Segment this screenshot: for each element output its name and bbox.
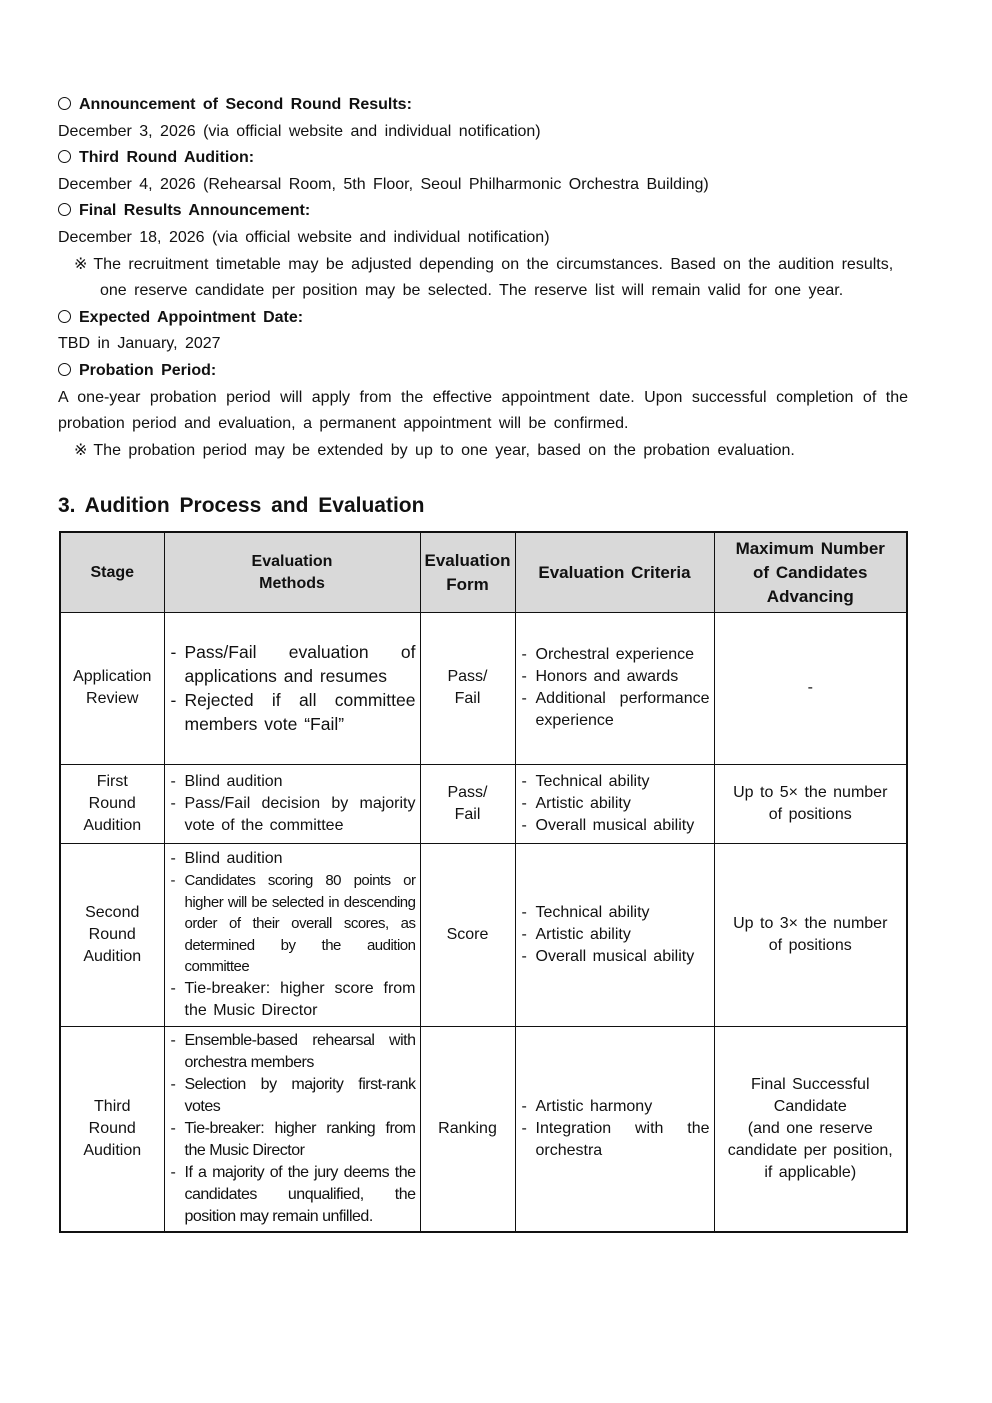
table-header-row <box>60 532 907 612</box>
criteria-cell <box>515 843 714 1026</box>
max-text: if applicable) <box>764 1163 857 1181</box>
header-text: Maximum Number <box>735 538 885 558</box>
timetable-note <box>58 252 908 305</box>
reference-mark: ※ <box>74 441 88 459</box>
header-text: Methods <box>259 574 325 592</box>
header-form <box>420 532 515 612</box>
list-item: - Technical ability <box>520 902 710 924</box>
table-row <box>60 612 907 764</box>
list-item: - Integration with the orchestra <box>520 1118 710 1162</box>
form-text: Pass/ <box>447 668 488 686</box>
header-text: Evaluation <box>251 552 333 570</box>
list-item: - Rejected if all committee members vote “Fail” <box>169 688 416 736</box>
document-page <box>58 92 908 1233</box>
list-item: - Orchestral experience <box>520 644 710 666</box>
header-max-candidates <box>714 532 907 612</box>
criteria-list <box>520 902 710 968</box>
stage-text: Round <box>88 925 136 943</box>
max-candidates-cell <box>714 1026 907 1232</box>
form-cell <box>420 764 515 843</box>
stage-text: Application <box>73 668 152 686</box>
max-text: of positions <box>768 936 852 954</box>
section-text: December 4, 2026 (Rehearsal Room, 5th Floor, Seoul Philharmonic Orchestra Building) <box>58 175 709 193</box>
section-title: 3. Audition Process and Evaluation <box>58 494 425 518</box>
list-item: - Artistic ability <box>520 924 710 946</box>
header-text: Evaluation Criteria <box>538 562 691 582</box>
probation-paragraph: A one-year probation period will apply from the effective appointment date. Upon successful completion of the probation period and evaluation, a permanent appointment will be confirmed. <box>58 388 908 433</box>
list-item: - If a majority of the jury deems the candidates unqualified, the position may remain unfilled. <box>169 1162 416 1228</box>
header-criteria <box>515 532 714 612</box>
criteria-list <box>520 644 710 732</box>
stage-text: Round <box>88 1119 136 1137</box>
max-candidates-cell <box>714 764 907 843</box>
methods-list <box>169 640 416 736</box>
stage-text: Audition <box>83 816 142 834</box>
list-item: - Pass/Fail evaluation of applications and resumes <box>169 640 416 688</box>
section-text: December 18, 2026 (via official website and individual notification) <box>58 228 550 246</box>
reference-mark: ※ <box>74 255 88 273</box>
stage-cell <box>60 843 164 1026</box>
heading-text: Third Round Audition: <box>79 149 255 167</box>
form-text: Pass/ <box>447 783 488 801</box>
section-heading <box>58 92 908 119</box>
form-cell <box>420 1026 515 1232</box>
circle-bullet-icon <box>58 310 71 323</box>
stage-cell <box>60 764 164 843</box>
max-text: Final Successful <box>751 1075 870 1093</box>
heading-text: Announcement of Second Round Results: <box>79 96 412 113</box>
stage-cell <box>60 1026 164 1232</box>
criteria-list <box>520 771 710 837</box>
section-heading <box>58 305 908 332</box>
stage-text: First <box>96 772 128 790</box>
section-heading <box>58 145 908 172</box>
heading-text: Expected Appointment Date: <box>79 308 304 326</box>
form-text: Score <box>446 925 489 943</box>
header-text: Evaluation <box>424 550 511 570</box>
list-item: - Blind audition <box>169 771 416 793</box>
max-text: Up to 3× the number <box>733 914 888 932</box>
criteria-cell <box>515 764 714 843</box>
heading-text: Probation Period: <box>79 361 217 379</box>
list-item: - Candidates scoring 80 points or higher will be selected in descending order of their overall scores, as determined by the audition committee <box>169 870 416 978</box>
stage-text: Second <box>85 903 140 921</box>
table-row <box>60 1026 907 1232</box>
header-text: of Candidates <box>753 562 868 582</box>
circle-bullet-icon <box>58 150 71 163</box>
list-item: - Ensemble-based rehearsal with orchestra members <box>169 1030 416 1074</box>
list-item: - Blind audition <box>169 848 416 870</box>
max-text: - <box>807 679 813 697</box>
header-text: Form <box>446 574 489 594</box>
criteria-cell <box>515 612 714 764</box>
note-text-continued: one reserve candidate per position may be selected. The reserve list will remain valid for one year. <box>100 282 844 300</box>
list-item: - Artistic ability <box>520 793 710 815</box>
section-heading <box>58 198 908 225</box>
methods-list <box>169 848 416 1022</box>
evaluation-table <box>59 531 908 1233</box>
list-item: - Artistic harmony <box>520 1096 710 1118</box>
list-item: - Overall musical ability <box>520 815 710 837</box>
list-item: - Technical ability <box>520 771 710 793</box>
table-row <box>60 843 907 1026</box>
header-stage <box>60 532 164 612</box>
max-text: Candidate <box>773 1097 847 1115</box>
list-item: - Selection by majority first-rank votes <box>169 1074 416 1118</box>
stage-text: Third <box>94 1097 131 1115</box>
methods-cell <box>164 764 420 843</box>
heading-text: Final Results Announcement: <box>79 202 311 220</box>
circle-bullet-icon <box>58 97 71 110</box>
methods-list <box>169 771 416 837</box>
section-heading <box>58 358 908 385</box>
form-cell <box>420 843 515 1026</box>
list-item: - Tie-breaker: higher score from the Music Director <box>169 978 416 1022</box>
stage-text: Round <box>88 794 136 812</box>
note-text: The probation period may be extended by up to one year, based on the probation evaluation. <box>93 441 795 459</box>
section-text: TBD in January, 2027 <box>58 335 221 353</box>
criteria-cell <box>515 1026 714 1232</box>
list-item: - Tie-breaker: higher ranking from the Music Director <box>169 1118 416 1162</box>
methods-list <box>169 1030 416 1228</box>
methods-cell <box>164 612 420 764</box>
header-text: Advancing <box>766 586 854 606</box>
circle-bullet-icon <box>58 363 71 376</box>
note-text: The recruitment timetable may be adjusted depending on the circumstances. Based on the audition results, <box>93 255 894 273</box>
list-item: - Pass/Fail decision by majority vote of the committee <box>169 793 416 837</box>
max-candidates-cell <box>714 843 907 1026</box>
max-text: (and one reserve candidate per position, <box>727 1119 893 1159</box>
probation-note <box>58 438 908 465</box>
form-cell <box>420 612 515 764</box>
list-item: - Additional performance experience <box>520 688 710 732</box>
stage-text: Audition <box>83 1141 142 1159</box>
section-text: December 3, 2026 (via official website and individual notification) <box>58 122 541 140</box>
table-row <box>60 764 907 843</box>
criteria-list <box>520 1096 710 1162</box>
methods-cell <box>164 1026 420 1232</box>
header-methods <box>164 532 420 612</box>
max-text: Up to 5× the number <box>733 783 888 801</box>
stage-cell <box>60 612 164 764</box>
stage-text: Audition <box>83 947 142 965</box>
max-text: of positions <box>768 805 852 823</box>
list-item: - Honors and awards <box>520 666 710 688</box>
max-candidates-cell <box>714 612 907 764</box>
form-text: Fail <box>454 690 481 708</box>
stage-text: Review <box>86 690 139 708</box>
form-text: Fail <box>454 805 481 823</box>
circle-bullet-icon <box>58 203 71 216</box>
header-text: Stage <box>90 563 135 581</box>
list-item: - Overall musical ability <box>520 946 710 968</box>
form-text: Ranking <box>438 1119 497 1137</box>
methods-cell <box>164 843 420 1026</box>
